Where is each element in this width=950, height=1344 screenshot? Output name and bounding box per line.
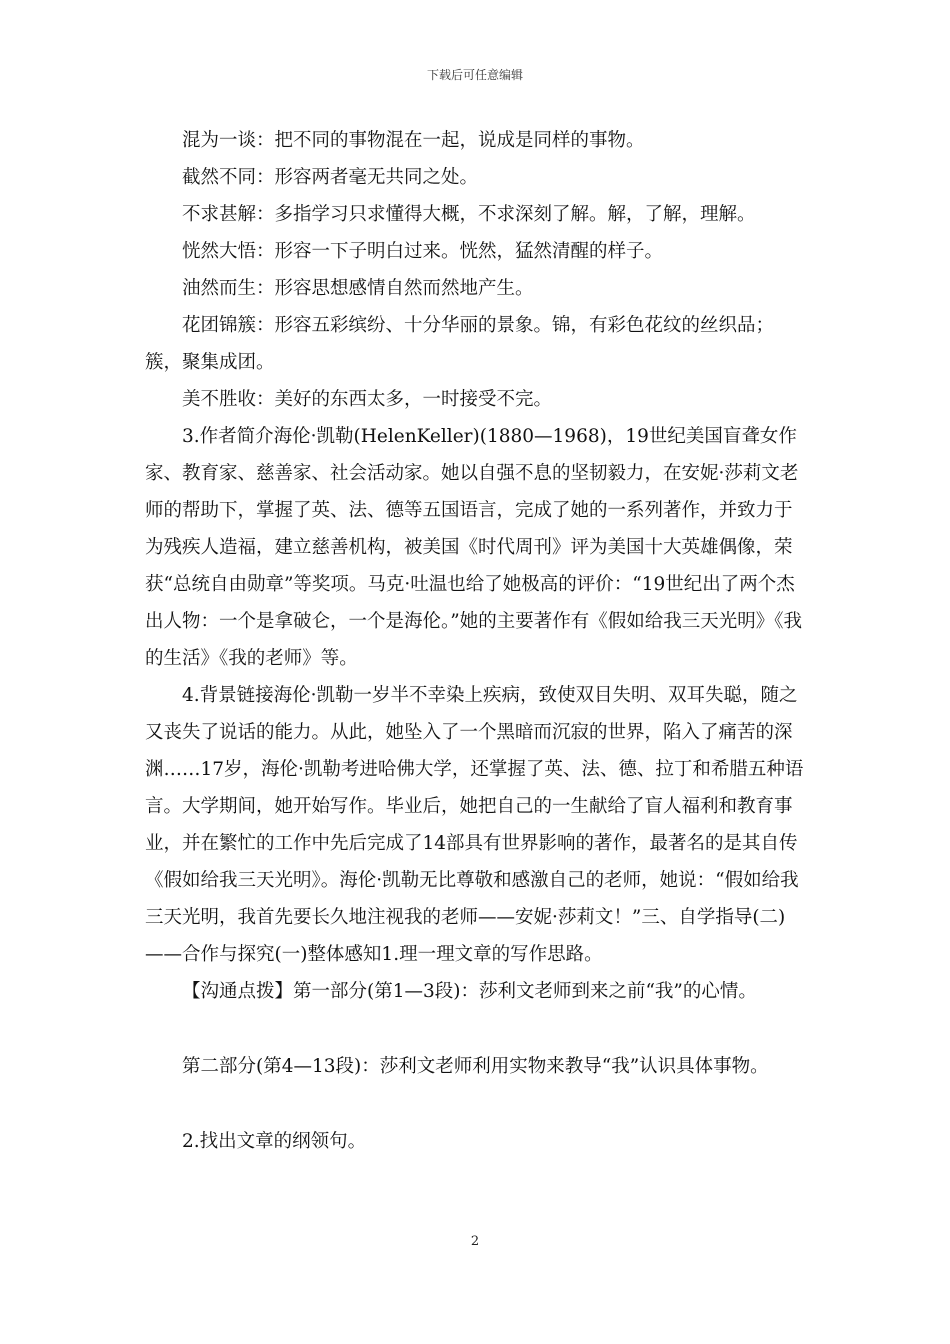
page-header: 下载后可任意编辑 [426, 68, 523, 82]
paragraph-background: 4.背景链接海伦·凯勒一岁半不幸染上疾病，致使双目失明、双耳失聪，随之又丧失了说话的能力。从此，她坠入了一个黑暗而沉寂的世界，陷入了痛苦的深渊……17岁，海伦·凯勒考进哈佛大学，还掌握了英、法、德、拉丁和希腊五种语言。大学期间，她开始写作。毕业后，她把自己的一生献给了盲人福利和教育事业，并在繁忙的工作中先后完成了14部具有世界影响的著作，最著名的是其自传《假如给我三天光明》。海伦·凯勒无比尊敬和感激自己的老师，她说：“假如给我三天光明，我首先要长久地注视我的老师——安妮·莎莉文！”三、自学指导(二)——合作与探究(一)整体感知1.理一理文章的写作思路。 [145, 685, 804, 965]
paragraph-idiom-1: 混为一谈：把不同的事物混在一起，说成是同样的事物。 [182, 130, 645, 151]
paragraph-idiom-2: 截然不同：形容两者毫无共同之处。 [182, 167, 479, 188]
paragraph-part-one: 【沟通点拨】第一部分(第1—3段)：莎利文老师到来之前“我”的心情。 [182, 981, 757, 1002]
paragraph-idiom-7: 美不胜收：美好的东西太多，一时接受不完。 [182, 389, 553, 410]
paragraph-part-two: 第二部分(第4—13段)：莎利文老师利用实物来教导“我”认识具体事物。 [182, 1056, 769, 1077]
paragraph-idiom-3: 不求甚解：多指学习只求懂得大概，不求深刻了解。解，了解，理解。 [182, 204, 756, 225]
paragraph-key-sentence: 2.找出文章的纲领句。 [182, 1131, 367, 1152]
paragraph-author-intro: 3.作者简介海伦·凯勒(HelenKeller)(1880—1968)，19世纪美国盲聋女作家、教育家、慈善家、社会活动家。她以自强不息的坚韧毅力，在安妮·莎莉文老师的帮助下，掌握了英、法、德等五国语言，完成了她的一系列著作，并致力于为残疾人造福，建立慈善机构，被美国《时代周刊》评为美国十大英雄偶像，荣获“总统自由勋章”等奖项。马克·吐温也给了她极高的评价：“19世纪出了两个杰出人物：一个是拿破仑，一个是海伦。”她的主要著作有《假如给我三天光明》《我的生活》《我的老师》等。 [145, 426, 802, 669]
paragraph-idiom-6: 花团锦簇：形容五彩缤纷、十分华丽的景象。锦，有彩色花纹的丝织品；簇，聚集成团。 [145, 315, 775, 373]
page-number: 2 [470, 1234, 480, 1249]
paragraph-idiom-5: 油然而生：形容思想感情自然而然地产生。 [182, 278, 534, 299]
paragraph-idiom-4: 恍然大悟：形容一下子明白过来。恍然，猛然清醒的样子。 [182, 241, 664, 262]
document-body [145, 122, 810, 1160]
